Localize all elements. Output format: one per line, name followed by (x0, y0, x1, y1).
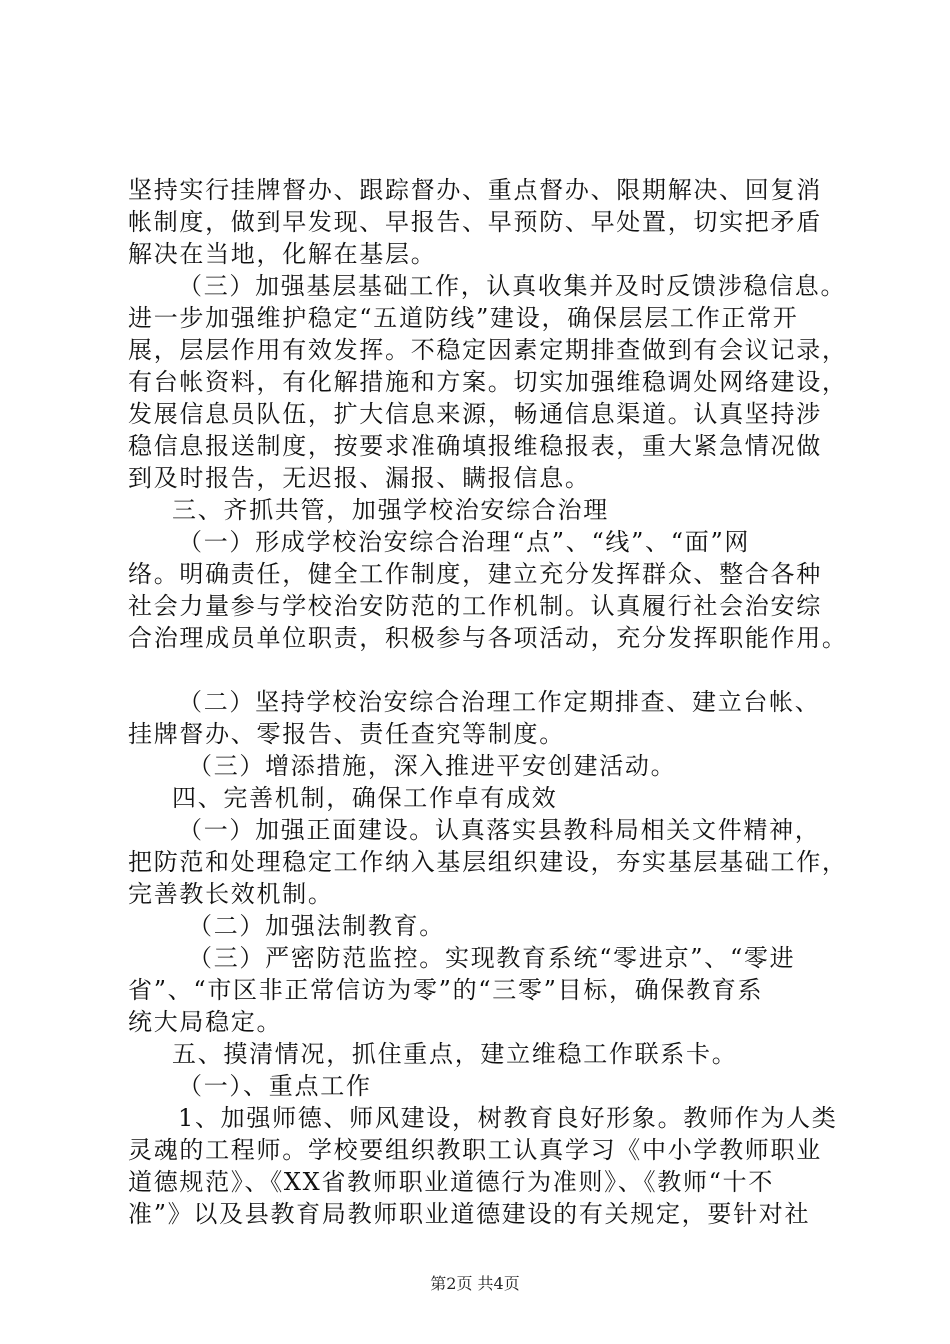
text-line: （三）加强基层基础工作，认真收集并及时反馈涉稳信息。 (178, 272, 847, 300)
text-line: 完善教长效机制。 (128, 880, 334, 908)
text-line: 统大局稳定。 (128, 1008, 283, 1036)
text-line: （三）严密防范监控。实现教育系统“零进京”、“零进 (188, 944, 796, 972)
section-heading: 三、齐抓共管，加强学校治安综合治理 (172, 496, 609, 524)
text-line: 准”》以及县教育局教师职业道德建设的有关规定，要针对社 (128, 1200, 811, 1228)
paragraph-gap (128, 654, 848, 686)
text-line: 省”、“市区非正常信访为零”的“三零”目标，确保教育系 (128, 976, 764, 1004)
text-line: 把防范和处理稳定工作纳入基层组织建设，夯实基层基础工作， (128, 848, 848, 876)
section-heading: 五、摸清情况，抓住重点，建立维稳工作联系卡。 (172, 1040, 738, 1068)
text-line: 发展信息员队伍，扩大信息来源，畅通信息渠道。认真坚持涉 (128, 400, 822, 428)
text-line: 1、加强师德、师风建设，树教育良好形象。教师作为人类 (178, 1104, 838, 1132)
text-line: 社会力量参与学校治安防范的工作机制。认真履行社会治安综 (128, 592, 822, 620)
text-line: 到及时报告，无迟报、漏报、瞒报信息。 (128, 464, 591, 492)
text-line: 稳信息报送制度，按要求准确填报维稳报表，重大紧急情况做 (128, 432, 822, 460)
text-line: 挂牌督办、零报告、责任查究等制度。 (128, 720, 565, 748)
text-line: 解决在当地，化解在基层。 (128, 240, 437, 268)
page-footer: 第2页 共4页 (430, 1274, 520, 1293)
text-line: （二）坚持学校治安综合治理工作定期排查、建立台帐、 (178, 688, 821, 716)
text-line: 帐制度，做到早发现、早报告、早预防、早处置，切实把矛盾 (128, 208, 822, 236)
text-line: 络。明确责任，健全工作制度，建立充分发挥群众、整合各种 (128, 560, 822, 588)
text-line: 进一步加强维护稳定“五道防线”建设，确保层层工作正常开 (128, 304, 799, 332)
text-line: （三）增添措施，深入推进平安创建活动。 (188, 752, 677, 780)
text-line: 合治理成员单位职责，积极参与各项活动，充分发挥职能作用。 (128, 624, 848, 652)
text-line: 坚持实行挂牌督办、跟踪督办、重点督办、限期解决、回复消 (128, 176, 822, 204)
text-line: 展，层层作用有效发挥。不稳定因素定期排查做到有会议记录， (128, 336, 848, 364)
text-line: 有台帐资料，有化解措施和方案。切实加强维稳调处网络建设， (128, 368, 848, 396)
document-body (128, 174, 848, 1230)
section-heading: 四、完善机制，确保工作卓有成效 (172, 784, 558, 812)
text-line: （一）形成学校治安综合治理“点”、“线”、“面”网 (178, 528, 751, 556)
text-line: 道德规范》、《XX省教师职业道德行为准则》、《教师“十不 (128, 1168, 775, 1196)
text-line: 灵魂的工程师。学校要组织教职工认真学习《中小学教师职业 (128, 1136, 822, 1164)
text-line: （二）加强法制教育。 (188, 912, 445, 940)
text-line: （一）加强正面建设。认真落实县教科局相关文件精神， (178, 816, 821, 844)
text-line: （一）、重点工作 (178, 1072, 372, 1100)
